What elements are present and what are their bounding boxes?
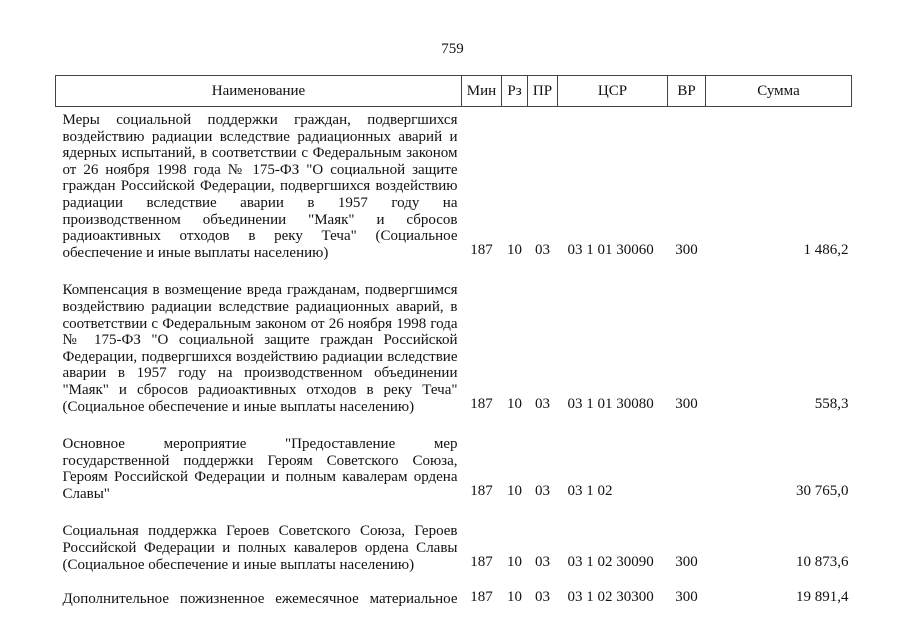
table-row <box>56 107 852 264</box>
row-vr: 300 <box>675 589 698 606</box>
row-pr: 03 <box>535 396 550 413</box>
row-csr: 03 1 01 30060 <box>567 242 654 259</box>
row-sum: 558,3 <box>814 396 849 413</box>
row-name: Основное мероприятие "Предоставление мер государственной поддержки Героям Советского Союза, Героям Российской Федерации и полным кавалерам ордена Славы" <box>62 436 458 502</box>
row-name: Социальная поддержка Героев Советского Союза, Героев Российской Федерации и полных кавалеров ордена Славы (Социальное обеспечение и иные выплаты населению) <box>62 523 458 573</box>
header-sum: Сумма <box>706 76 852 107</box>
row-vr <box>668 431 706 504</box>
row-min: 187 <box>470 483 493 500</box>
table-row <box>56 431 852 504</box>
row-name: Компенсация в возмещение вреда гражданам, подвергшимся воздействию радиации вследствие радиационных аварий, в соответствии с Федеральным законом от 26 ноября 1998 года № 175-ФЗ "О социальной защите граждан Российской Федерации, подвергшихся воздействию радиации вследствие аварии в 1957 году на производственном объединении "Маяк" и сбросов радиоактивных отходов в реку Теча" (Социальное обеспечение и иные выплаты населению) <box>62 282 458 415</box>
page-number: 759 <box>441 41 464 57</box>
table-row <box>56 277 852 417</box>
row-pr: 03 <box>535 554 550 571</box>
row-vr: 300 <box>675 242 698 259</box>
table-header-row <box>56 76 852 107</box>
row-csr: 03 1 02 <box>567 483 613 500</box>
row-rz: 10 <box>507 589 522 606</box>
table-row <box>56 518 852 575</box>
row-rz: 10 <box>507 396 522 413</box>
row-min: 187 <box>470 242 493 259</box>
row-csr: 03 1 02 30300 <box>567 589 654 606</box>
row-csr: 03 1 01 30080 <box>567 396 654 413</box>
row-sum: 30 765,0 <box>796 483 849 500</box>
row-vr: 300 <box>675 396 698 413</box>
header-name: Наименование <box>56 76 462 107</box>
header-rz: Рз <box>502 76 528 107</box>
row-rz: 10 <box>507 483 522 500</box>
row-rz: 10 <box>507 242 522 259</box>
row-sum: 1 486,2 <box>803 242 849 259</box>
row-name: Дополнительное пожизненное ежемесячное материальное <box>62 591 458 608</box>
row-rz: 10 <box>507 554 522 571</box>
header-pr: ПР <box>528 76 558 107</box>
row-min: 187 <box>470 589 493 606</box>
row-min: 187 <box>470 554 493 571</box>
header-min: Мин <box>462 76 502 107</box>
row-pr: 03 <box>535 589 550 606</box>
budget-table <box>55 75 852 610</box>
row-sum: 10 873,6 <box>796 554 849 571</box>
header-csr: ЦСР <box>558 76 668 107</box>
row-name: Меры социальной поддержки граждан, подвергшихся воздействию радиации вследствие радиационных аварий и ядерных испытаний, в соответствии с Федеральным законом от 26 ноября 1998 года № 175-ФЗ "О социальной защите граждан Российской Федерации, подвергшихся воздействию радиации вследствие аварии в 1957 году на производственном объединении "Маяк" и сбросов радиоактивных отходов в реку Теча" (Социальное обеспечение и иные выплаты населению) <box>62 112 458 261</box>
table-row <box>56 589 852 610</box>
row-min: 187 <box>470 396 493 413</box>
row-sum: 19 891,4 <box>796 589 849 606</box>
row-vr: 300 <box>675 554 698 571</box>
row-pr: 03 <box>535 483 550 500</box>
header-vr: ВР <box>668 76 706 107</box>
row-csr: 03 1 02 30090 <box>567 554 654 571</box>
row-pr: 03 <box>535 242 550 259</box>
